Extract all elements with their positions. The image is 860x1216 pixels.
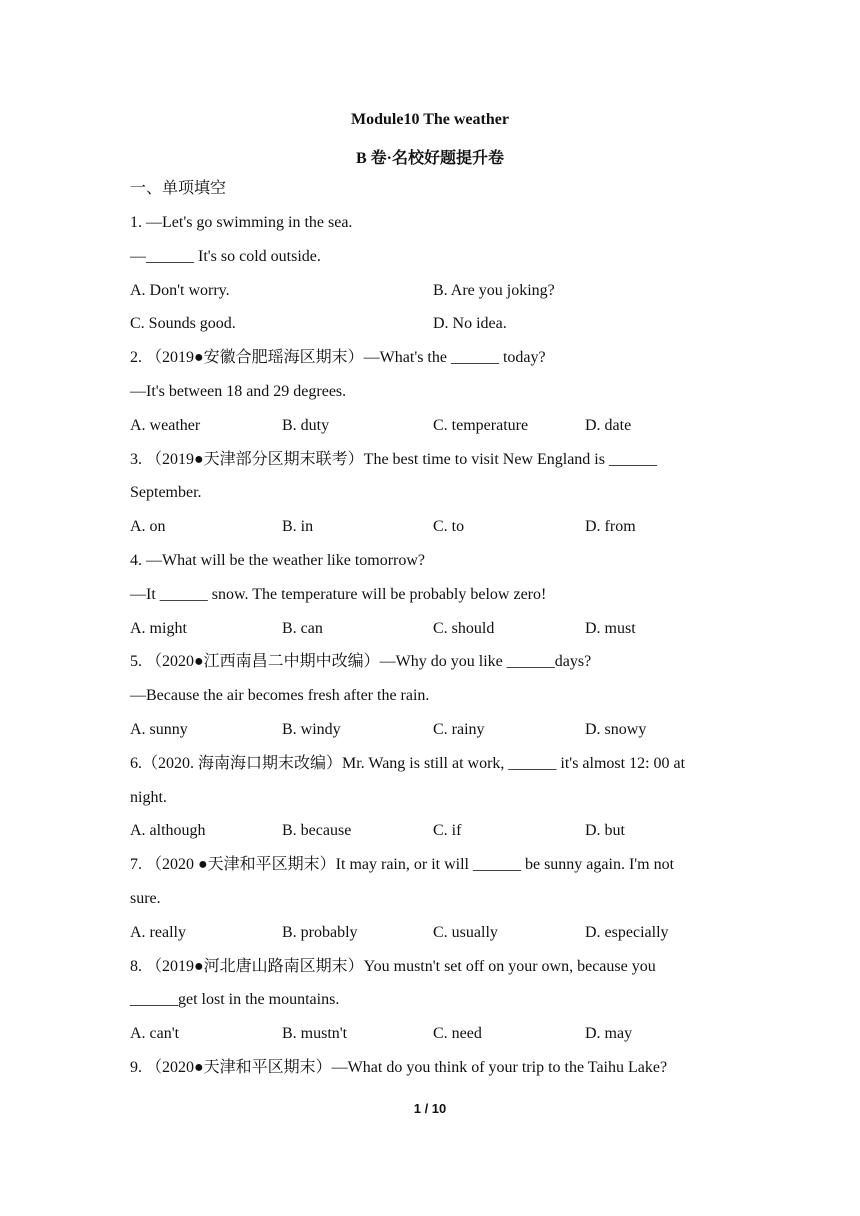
question-7-option-A: A. really	[130, 924, 186, 941]
question-8-option-A: A. can't	[130, 1025, 180, 1042]
question-8-option-D: D. may	[585, 1025, 633, 1042]
question-4-option-D: D. must	[585, 620, 636, 637]
question-1-line-2: —______ It's so cold outside.	[130, 248, 321, 265]
question-7-line-2: sure.	[130, 890, 161, 907]
question-5-option-D: D. snowy	[585, 721, 647, 738]
page-subtitle: B 卷·名校好题提升卷	[355, 150, 504, 167]
question-1-option-B: B. Are you joking?	[433, 282, 555, 299]
question-2-option-B: B. duty	[282, 417, 330, 434]
question-8-line-1: 8. （2019●河北唐山路南区期末）You mustn't set off on your own, because you	[130, 958, 656, 975]
question-6-option-C: C. if	[433, 822, 462, 839]
question-4-line-2: —It ______ snow. The temperature will be probably below zero!	[130, 586, 547, 603]
question-4-option-A: A. might	[130, 620, 187, 637]
question-5-option-A: A. sunny	[130, 721, 188, 738]
question-1-option-C: C. Sounds good.	[130, 315, 236, 332]
question-5-option-B: B. windy	[282, 721, 341, 738]
question-2-line-2: —It's between 18 and 29 degrees.	[130, 383, 347, 400]
question-3-option-D: D. from	[585, 518, 636, 535]
question-8-option-B: B. mustn't	[282, 1025, 348, 1042]
page-title: Module10 The weather	[351, 111, 509, 128]
question-9-line-1: 9. （2020●天津和平区期末）—What do you think of your trip to the Taihu Lake?	[130, 1059, 668, 1076]
question-3-option-A: A. on	[130, 518, 166, 535]
question-8-line-2: ______get lost in the mountains.	[130, 991, 340, 1008]
question-6-line-2: night.	[130, 789, 167, 806]
question-1-option-D: D. No idea.	[433, 315, 507, 332]
question-3-line-1: 3. （2019●天津部分区期末联考）The best time to visit New England is ______	[130, 451, 657, 468]
question-2-option-D: D. date	[585, 417, 632, 434]
section-heading: 一、单项填空	[130, 180, 227, 197]
question-7-option-B: B. probably	[282, 924, 358, 941]
question-5-option-C: C. rainy	[433, 721, 485, 738]
question-7-line-1: 7. （2020 ●天津和平区期末）It may rain, or it will ______ be sunny again. I'm not	[130, 856, 675, 873]
question-6-option-B: B. because	[282, 822, 352, 839]
question-7-option-D: D. especially	[585, 924, 669, 941]
question-2-option-A: A. weather	[130, 417, 201, 434]
question-4-option-B: B. can	[282, 620, 323, 637]
question-7-option-C: C. usually	[433, 924, 498, 941]
question-3-option-C: C. to	[433, 518, 465, 535]
question-6-option-D: D. but	[585, 822, 625, 839]
page-number: 1 / 10	[413, 1101, 447, 1116]
question-8-option-C: C. need	[433, 1025, 482, 1042]
question-4-line-1: 4. —What will be the weather like tomorrow?	[130, 552, 426, 569]
question-5-line-2: —Because the air becomes fresh after the rain.	[130, 687, 430, 704]
question-6-line-1: 6.（2020. 海南海口期末改编）Mr. Wang is still at work, ______ it's almost 12: 00 at	[130, 755, 686, 772]
question-5-line-1: 5. （2020●江西南昌二中期中改编）—Why do you like ______days?	[130, 653, 592, 670]
question-3-option-B: B. in	[282, 518, 314, 535]
question-4-option-C: C. should	[433, 620, 495, 637]
question-2-option-C: C. temperature	[433, 417, 529, 434]
question-6-option-A: A. although	[130, 822, 206, 839]
question-1-option-A: A. Don't worry.	[130, 282, 230, 299]
question-1-line-1: 1. —Let's go swimming in the sea.	[130, 214, 353, 231]
question-3-line-2: September.	[130, 484, 202, 501]
question-2-line-1: 2. （2019●安徽合肥瑶海区期末）—What's the ______ today?	[130, 349, 546, 366]
